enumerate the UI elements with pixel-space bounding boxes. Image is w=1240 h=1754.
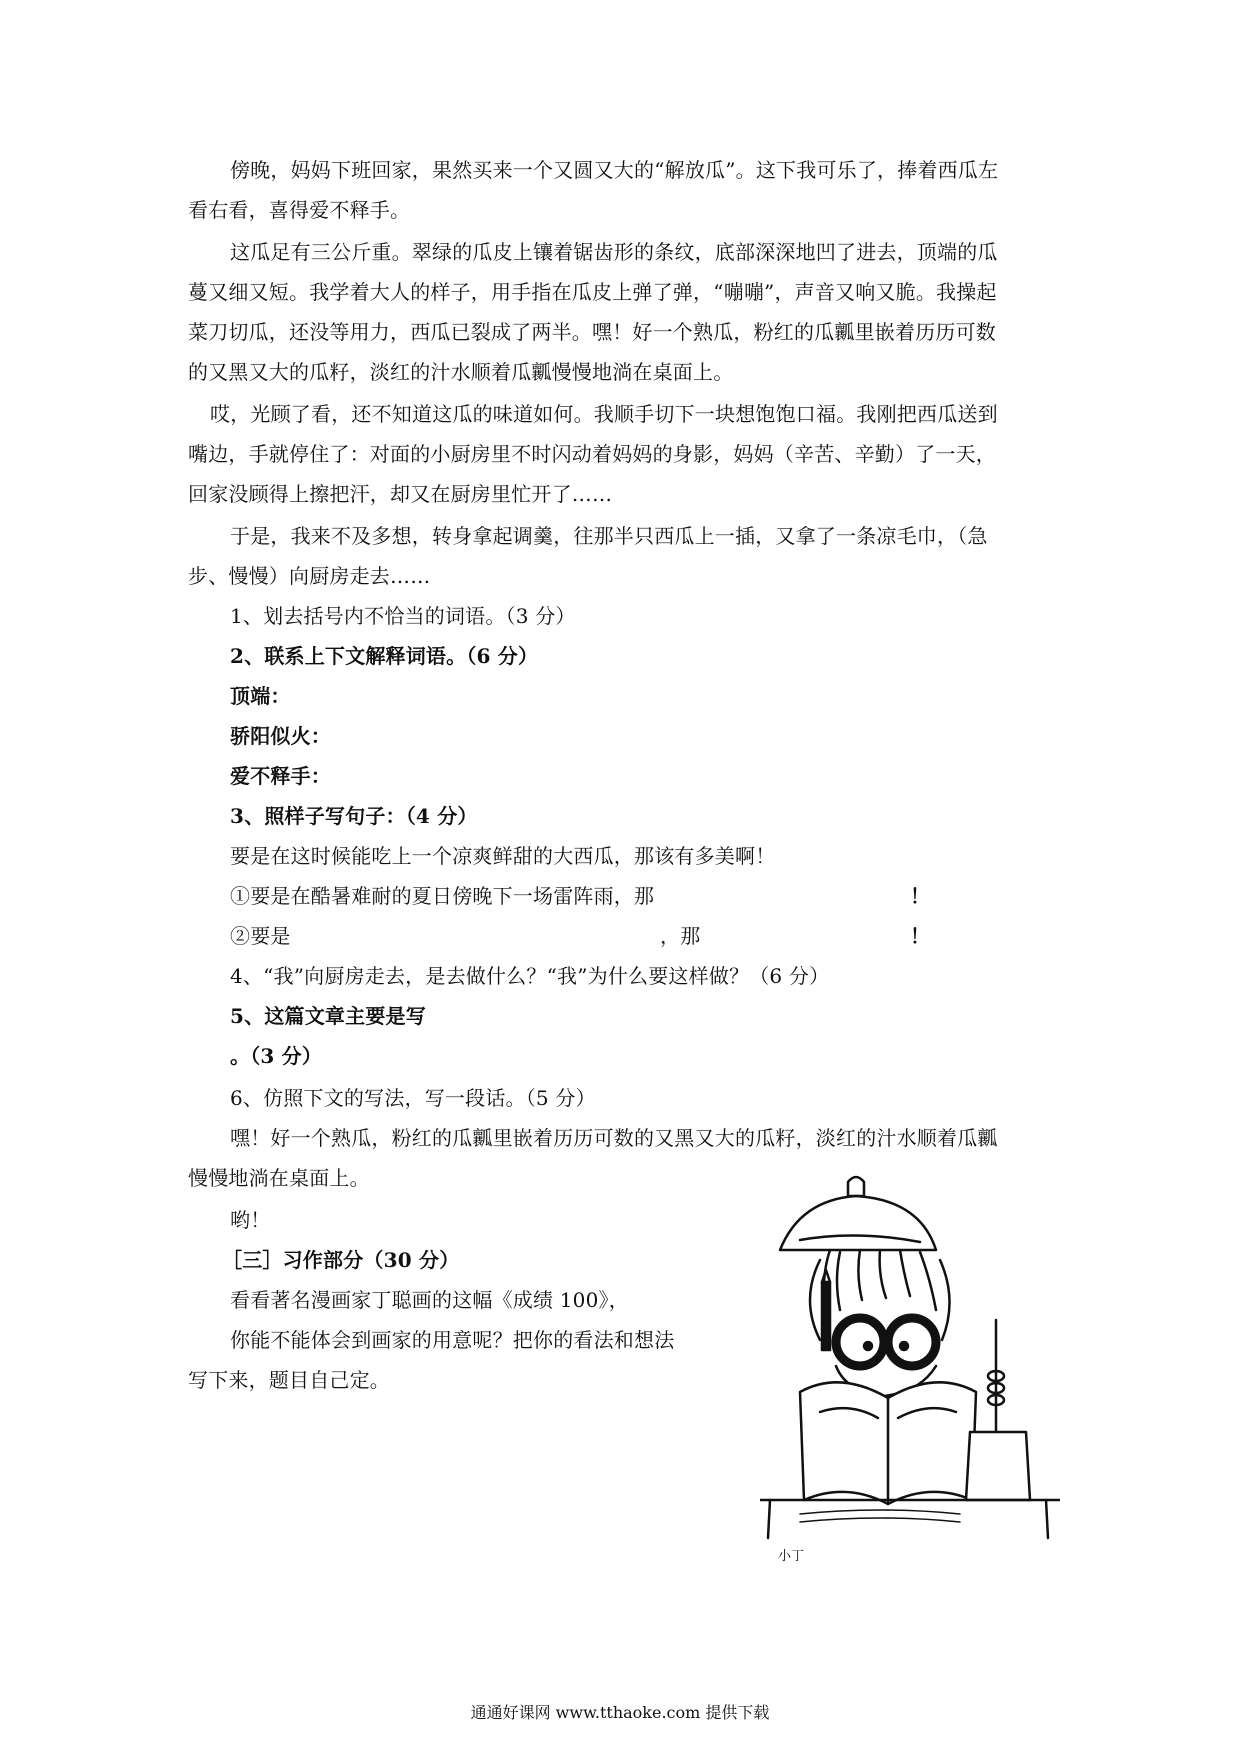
question-4: 4、“我”向厨房走去，是去做什么？“我”为什么要这样做？（6 分） [230,964,830,988]
pencil-icon [822,1270,830,1350]
writing-heading: ［三］习作部分（30 分） [222,1248,460,1272]
question-6-sample-line1: 嘿！好一个熟瓜，粉红的瓜瓤里嵌着历历可数的又黑又大的瓜籽，淡红的汁水顺着瓜瓤 [230,1126,998,1150]
question-3-item-1-end: ！ [910,884,931,908]
writing-line3: 写下来，题目自己定。 [188,1368,390,1392]
book-icon [800,1382,976,1504]
writing-line1: 看看著名漫画家丁聪画的这幅《成绩 100》， [230,1288,629,1312]
question-3-item-1: ①要是在酷暑难耐的夏日傍晚下一场雷阵雨，那 [230,884,655,908]
question-2-word-1: 顶端： [230,684,291,708]
passage-p4-line2: 步、慢慢）向厨房走去…… [188,564,431,588]
question-1: 1、划去括号内不恰当的词语。（3 分） [230,604,576,628]
question-6-sample-line2: 慢慢地淌在桌面上。 [188,1166,370,1190]
passage-p3-line1: 哎，光顾了看，还不知道这瓜的味道如何。我顺手切下一块想饱饱口福。我刚把西瓜送到 [210,402,998,426]
passage-p2-line1: 这瓜足有三公斤重。翠绿的瓜皮上镶着锯齿形的条纹，底部深深地凹了进去，顶端的瓜 [230,240,998,264]
passage-p2-line2: 蔓又细又短。我学着大人的样子，用手指在瓜皮上弹了弹，“嘣嘣”，声音又响又脆。我操起 [188,280,997,304]
passage-p4-line1: 于是，我来不及多想，转身拿起调羹，往那半只西瓜上一插，又拿了一条凉毛巾，（急 [230,524,988,548]
question-3: 3、照样子写句子：（4 分） [230,804,478,828]
question-3-item-2-mid: ，那 [660,924,701,948]
question-6-start: 哟！ [230,1208,271,1232]
question-5: 5、这篇文章主要是写 [230,1004,426,1028]
glasses-icon [836,1318,936,1366]
question-3-item-2: ②要是 [230,924,291,948]
passage-p2-line4: 的又黑又大的瓜籽，淡红的汁水顺着瓜瓤慢慢地淌在桌面上。 [188,360,734,384]
passage-p1-line2: 看右看，喜得爱不释手。 [188,198,411,222]
question-6: 6、仿照下文的写法，写一段话。（5 分） [230,1086,596,1110]
question-3-item-2-end: ！ [910,924,931,948]
question-3-example: 要是在这时候能吃上一个凉爽鲜甜的大西瓜，那该有多美啊！ [230,844,776,868]
cartoon-signature: 小丁 [778,1549,805,1564]
passage-p1-line1: 傍晚，妈妈下班回家，果然买来一个又圆又大的“解放瓜”。这下我可乐了，捧着西瓜左 [230,158,999,182]
question-5-end: 。（3 分） [230,1044,323,1068]
page-footer: 通通好课网 www.tthaoke.com 提供下载 [470,1703,770,1722]
passage-p3-line2: 嘴边，手就停住了：对面的小厨房里不时闪动着妈妈的身影，妈妈（辛苦、辛勤）了一天， [188,442,996,466]
question-2: 2、联系上下文解释词语。（6 分） [230,644,539,668]
writing-line2: 你能不能体会到画家的用意呢？把你的看法和想法 [230,1328,675,1352]
cartoon-illustration [760,1170,1060,1570]
passage-p3-line3: 回家没顾得上擦把汗，却又在厨房里忙开了…… [188,482,613,506]
question-2-word-2: 骄阳似火： [230,724,331,748]
passage-p2-line3: 菜刀切瓜，还没等用力，西瓜已裂成了两半。嘿！好一个熟瓜，粉红的瓜瓤里嵌着历历可数 [188,320,996,344]
lamp-icon [780,1177,936,1250]
question-2-word-3: 爱不释手： [230,764,331,788]
